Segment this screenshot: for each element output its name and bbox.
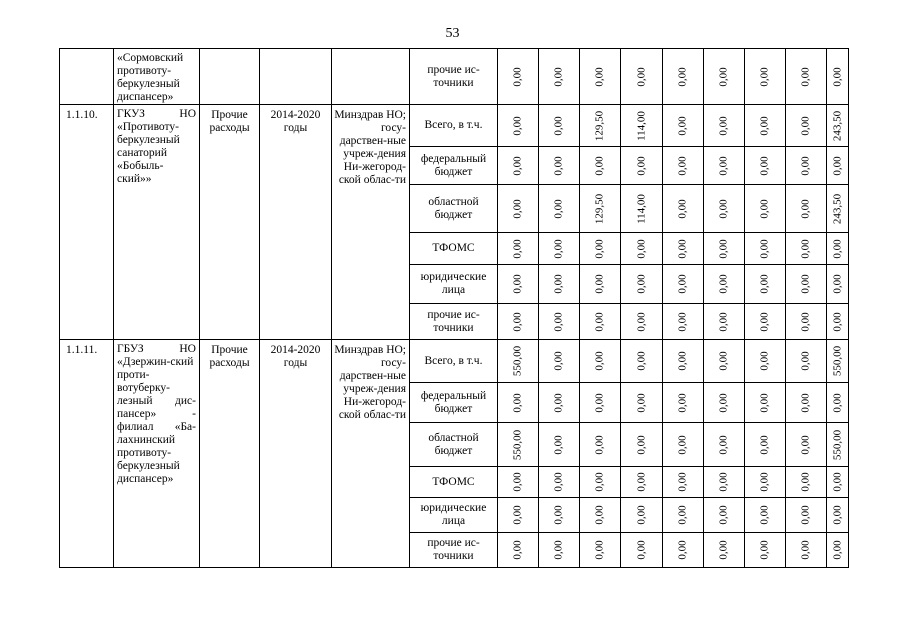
amount-cell xyxy=(539,498,580,533)
amount-cell xyxy=(786,467,827,498)
amount-cell xyxy=(498,533,539,568)
amount-value: 0,00 xyxy=(552,392,565,413)
amount-cell xyxy=(580,533,621,568)
amount-value: 0,00 xyxy=(799,311,812,332)
amount-value: 0,00 xyxy=(758,115,771,136)
amount-cell xyxy=(786,147,827,185)
amount-value: 550,00 xyxy=(511,429,524,460)
amount-cell xyxy=(704,467,745,498)
amount-value: 0,00 xyxy=(593,472,606,492)
amount-cell xyxy=(704,383,745,423)
amount-cell xyxy=(704,185,745,233)
amount-cell xyxy=(580,105,621,147)
amount-value: 0,00 xyxy=(635,238,647,259)
amount-value: 0,00 xyxy=(717,155,730,176)
amount-cell xyxy=(704,105,745,147)
amount-cell xyxy=(663,467,704,498)
amount-cell xyxy=(827,340,849,383)
amount-value: 0,00 xyxy=(799,238,812,259)
amount-cell xyxy=(786,105,827,147)
expense-type: Прочие расходы xyxy=(200,340,260,568)
amount-cell xyxy=(745,147,786,185)
amount-value: 0,00 xyxy=(831,505,843,525)
amount-cell xyxy=(786,265,827,304)
amount-cell xyxy=(745,49,786,105)
amount-value: 0,00 xyxy=(831,238,843,259)
implementation-period xyxy=(260,49,332,105)
amount-value: 0,00 xyxy=(717,392,730,413)
amount-cell xyxy=(663,340,704,383)
funding-source: юридические лица xyxy=(410,498,498,533)
amount-cell xyxy=(498,147,539,185)
amount-value: 0,00 xyxy=(676,274,689,294)
amount-value: 0,00 xyxy=(552,505,565,525)
amount-value: 0,00 xyxy=(552,434,565,455)
amount-value: 0,00 xyxy=(635,472,647,492)
amount-cell xyxy=(621,185,663,233)
amount-cell xyxy=(663,265,704,304)
amount-value: 0,00 xyxy=(717,311,730,332)
amount-value: 0,00 xyxy=(799,155,812,176)
amount-cell xyxy=(539,467,580,498)
amount-value: 129,50 xyxy=(593,193,606,224)
funding-source: Всего, в т.ч. xyxy=(410,340,498,383)
amount-value: 0,00 xyxy=(511,392,524,413)
amount-cell xyxy=(663,304,704,340)
amount-value: 0,00 xyxy=(717,66,730,87)
amount-cell xyxy=(580,340,621,383)
funding-source: юридические лица xyxy=(410,265,498,304)
amount-cell xyxy=(827,423,849,467)
amount-cell xyxy=(580,498,621,533)
amount-value: 0,00 xyxy=(758,392,771,413)
amount-value: 550,00 xyxy=(831,429,843,460)
amount-cell xyxy=(621,105,663,147)
amount-value: 0,00 xyxy=(552,540,565,560)
amount-value: 243,50 xyxy=(831,110,843,141)
institution-name: ГКУЗ НО «Противоту-беркулезный санаторий «Бобыль-ский»» xyxy=(114,105,200,340)
amount-value: 0,00 xyxy=(676,505,689,525)
amount-cell xyxy=(539,185,580,233)
page-number: 53 xyxy=(445,26,460,41)
item-number: 1.1.11. xyxy=(60,340,114,568)
amount-cell xyxy=(704,233,745,265)
amount-value: 0,00 xyxy=(717,351,730,371)
amount-cell xyxy=(745,498,786,533)
amount-cell xyxy=(539,340,580,383)
amount-value: 0,00 xyxy=(593,311,606,332)
funding-source: ТФОМС xyxy=(410,467,498,498)
amount-cell xyxy=(539,147,580,185)
amount-cell xyxy=(580,185,621,233)
amount-cell xyxy=(827,533,849,568)
funding-source: федеральный бюджет xyxy=(410,147,498,185)
table-row xyxy=(60,340,849,383)
amount-value: 0,00 xyxy=(593,238,606,259)
funding-source: областной бюджет xyxy=(410,423,498,467)
amount-cell xyxy=(827,383,849,423)
amount-cell xyxy=(539,105,580,147)
amount-cell xyxy=(745,383,786,423)
amount-value: 0,00 xyxy=(758,274,771,294)
amount-cell xyxy=(827,233,849,265)
amount-cell xyxy=(827,265,849,304)
amount-value: 0,00 xyxy=(799,505,812,525)
amount-cell xyxy=(704,265,745,304)
amount-value: 114,00 xyxy=(635,193,647,224)
amount-value: 0,00 xyxy=(758,66,771,87)
amount-value: 0,00 xyxy=(676,434,689,455)
amount-cell xyxy=(539,533,580,568)
amount-value: 0,00 xyxy=(593,351,606,371)
amount-value: 0,00 xyxy=(511,238,524,259)
amount-cell xyxy=(827,467,849,498)
amount-cell xyxy=(498,304,539,340)
amount-value: 0,00 xyxy=(799,392,812,413)
amount-cell xyxy=(786,383,827,423)
amount-cell xyxy=(498,340,539,383)
amount-cell xyxy=(827,49,849,105)
amount-value: 0,00 xyxy=(717,198,730,219)
amount-value: 0,00 xyxy=(635,540,647,560)
amount-value: 0,00 xyxy=(593,392,606,413)
amount-cell xyxy=(498,185,539,233)
amount-cell xyxy=(621,304,663,340)
amount-value: 0,00 xyxy=(799,198,812,219)
amount-cell xyxy=(827,304,849,340)
amount-cell xyxy=(498,233,539,265)
amount-value: 0,00 xyxy=(552,311,565,332)
amount-cell xyxy=(745,265,786,304)
amount-value: 0,00 xyxy=(552,351,565,371)
amount-value: 0,00 xyxy=(511,472,524,492)
amount-cell xyxy=(539,233,580,265)
amount-cell xyxy=(704,423,745,467)
amount-value: 0,00 xyxy=(799,434,812,455)
amount-cell xyxy=(663,105,704,147)
amount-cell xyxy=(580,49,621,105)
implementation-period: 2014-2020 годы xyxy=(260,105,332,340)
amount-value: 0,00 xyxy=(831,66,843,87)
item-number xyxy=(60,49,114,105)
amount-value: 114,00 xyxy=(635,110,647,141)
amount-value: 0,00 xyxy=(593,66,606,87)
amount-cell xyxy=(704,304,745,340)
amount-cell xyxy=(580,304,621,340)
amount-value: 0,00 xyxy=(717,274,730,294)
amount-cell xyxy=(663,498,704,533)
amount-cell xyxy=(498,467,539,498)
amount-cell xyxy=(580,147,621,185)
amount-cell xyxy=(580,423,621,467)
amount-value: 0,00 xyxy=(799,274,812,294)
funding-source: федеральный бюджет xyxy=(410,383,498,423)
amount-cell xyxy=(539,265,580,304)
amount-value: 0,00 xyxy=(511,155,524,176)
amount-value: 0,00 xyxy=(717,472,730,492)
amount-value: 0,00 xyxy=(799,351,812,371)
amount-cell xyxy=(621,533,663,568)
amount-value: 0,00 xyxy=(635,434,647,455)
amount-cell xyxy=(621,498,663,533)
institution-name: «Сормовский противоту-беркулезный диспансер» xyxy=(114,49,200,105)
amount-cell xyxy=(704,533,745,568)
amount-cell xyxy=(827,105,849,147)
amount-cell xyxy=(539,49,580,105)
amount-value: 550,00 xyxy=(831,345,843,377)
amount-value: 0,00 xyxy=(831,155,843,176)
funding-source: прочие ис- точники xyxy=(410,49,498,105)
amount-value: 0,00 xyxy=(758,311,771,332)
amount-cell xyxy=(745,105,786,147)
amount-cell xyxy=(539,304,580,340)
amount-cell xyxy=(663,383,704,423)
amount-cell xyxy=(621,383,663,423)
amount-value: 0,00 xyxy=(799,66,812,87)
amount-value: 0,00 xyxy=(511,311,524,332)
amount-cell xyxy=(621,233,663,265)
amount-value: 0,00 xyxy=(635,311,647,332)
amount-cell xyxy=(704,340,745,383)
amount-cell xyxy=(786,498,827,533)
amount-value: 0,00 xyxy=(799,472,812,492)
amount-cell xyxy=(498,423,539,467)
amount-cell xyxy=(580,265,621,304)
amount-cell xyxy=(786,423,827,467)
amount-value: 0,00 xyxy=(552,472,565,492)
amount-cell xyxy=(745,185,786,233)
amount-cell xyxy=(663,185,704,233)
amount-value: 0,00 xyxy=(552,115,565,136)
amount-cell xyxy=(621,423,663,467)
amount-value: 0,00 xyxy=(635,505,647,525)
amount-value: 0,00 xyxy=(758,351,771,371)
amount-value: 0,00 xyxy=(593,505,606,525)
executor: Минздрав НО; госу-дарствен-ные учреж-дения Ни-жегород-ской облас-ти xyxy=(332,105,410,340)
expense-type xyxy=(200,49,260,105)
executor: Минздрав НО; госу-дарствен-ные учреж-дения Ни-жегород-ской облас-ти xyxy=(332,340,410,568)
funding-source: прочие ис- точники xyxy=(410,304,498,340)
amount-cell xyxy=(827,498,849,533)
amount-value: 129,50 xyxy=(593,110,606,141)
amount-value: 0,00 xyxy=(552,198,565,219)
amount-cell xyxy=(498,265,539,304)
amount-value: 0,00 xyxy=(676,311,689,332)
amount-cell xyxy=(498,105,539,147)
amount-cell xyxy=(539,383,580,423)
amount-value: 0,00 xyxy=(717,434,730,455)
amount-cell xyxy=(704,49,745,105)
amount-cell xyxy=(786,233,827,265)
amount-value: 0,00 xyxy=(511,274,524,294)
amount-cell xyxy=(786,49,827,105)
amount-cell xyxy=(827,147,849,185)
amount-cell xyxy=(663,233,704,265)
amount-cell xyxy=(621,147,663,185)
amount-value: 243,50 xyxy=(831,193,843,224)
amount-value: 0,00 xyxy=(831,274,843,294)
executor xyxy=(332,49,410,105)
amount-cell xyxy=(663,423,704,467)
amount-cell xyxy=(745,533,786,568)
amount-value: 0,00 xyxy=(593,274,606,294)
amount-cell xyxy=(498,383,539,423)
amount-value: 0,00 xyxy=(676,540,689,560)
amount-cell xyxy=(498,498,539,533)
amount-cell xyxy=(663,147,704,185)
amount-value: 0,00 xyxy=(676,238,689,259)
budget-table xyxy=(59,48,849,568)
amount-value: 0,00 xyxy=(635,274,647,294)
amount-value: 0,00 xyxy=(831,311,843,332)
amount-value: 0,00 xyxy=(717,540,730,560)
amount-value: 0,00 xyxy=(676,351,689,371)
expense-type: Прочие расходы xyxy=(200,105,260,340)
amount-cell xyxy=(621,340,663,383)
amount-value: 0,00 xyxy=(635,351,647,371)
amount-cell xyxy=(745,467,786,498)
amount-cell xyxy=(621,49,663,105)
amount-cell xyxy=(580,383,621,423)
institution-name: ГБУЗ НО «Дзержин-ский проти-вотуберку-лезный дис-пансер» - филиал «Ба-лахнинский противоту-беркулезный диспансер» xyxy=(114,340,200,568)
item-number: 1.1.10. xyxy=(60,105,114,340)
amount-cell xyxy=(786,185,827,233)
amount-cell xyxy=(827,185,849,233)
amount-value: 0,00 xyxy=(635,66,647,87)
amount-value: 0,00 xyxy=(511,115,524,136)
funding-source: областной бюджет xyxy=(410,185,498,233)
amount-cell xyxy=(498,49,539,105)
amount-value: 0,00 xyxy=(676,472,689,492)
amount-cell xyxy=(745,304,786,340)
amount-value: 0,00 xyxy=(758,434,771,455)
amount-value: 0,00 xyxy=(799,540,812,560)
amount-cell xyxy=(786,304,827,340)
amount-cell xyxy=(621,467,663,498)
funding-source: прочие ис- точники xyxy=(410,533,498,568)
amount-value: 0,00 xyxy=(593,155,606,176)
amount-cell xyxy=(704,498,745,533)
amount-cell xyxy=(745,423,786,467)
amount-value: 0,00 xyxy=(758,198,771,219)
amount-cell xyxy=(786,340,827,383)
amount-value: 0,00 xyxy=(676,115,689,136)
amount-value: 0,00 xyxy=(831,472,843,492)
amount-value: 0,00 xyxy=(511,540,524,560)
amount-cell xyxy=(580,233,621,265)
amount-value: 0,00 xyxy=(758,472,771,492)
amount-value: 0,00 xyxy=(758,540,771,560)
amount-value: 0,00 xyxy=(552,66,565,87)
table-row xyxy=(60,105,849,147)
amount-value: 0,00 xyxy=(511,66,524,87)
table-body xyxy=(60,49,849,568)
amount-cell xyxy=(745,340,786,383)
amount-cell xyxy=(704,147,745,185)
amount-cell xyxy=(786,533,827,568)
amount-cell xyxy=(663,49,704,105)
amount-value: 0,00 xyxy=(717,115,730,136)
amount-cell xyxy=(745,233,786,265)
amount-value: 0,00 xyxy=(552,155,565,176)
amount-value: 0,00 xyxy=(676,66,689,87)
amount-value: 0,00 xyxy=(511,198,524,219)
table-row xyxy=(60,49,849,105)
amount-cell xyxy=(539,423,580,467)
amount-cell xyxy=(580,467,621,498)
amount-value: 0,00 xyxy=(717,238,730,259)
amount-value: 0,00 xyxy=(635,155,647,176)
funding-source: Всего, в т.ч. xyxy=(410,105,498,147)
amount-value: 0,00 xyxy=(593,540,606,560)
amount-value: 0,00 xyxy=(635,392,647,413)
amount-value: 0,00 xyxy=(799,115,812,136)
amount-value: 0,00 xyxy=(676,392,689,413)
amount-value: 0,00 xyxy=(593,434,606,455)
amount-value: 0,00 xyxy=(552,238,565,259)
amount-value: 0,00 xyxy=(676,198,689,219)
amount-value: 0,00 xyxy=(831,540,843,560)
amount-value: 0,00 xyxy=(831,392,843,413)
amount-cell xyxy=(663,533,704,568)
amount-value: 0,00 xyxy=(676,155,689,176)
amount-value: 0,00 xyxy=(552,274,565,294)
funding-source: ТФОМС xyxy=(410,233,498,265)
amount-value: 0,00 xyxy=(511,505,524,525)
amount-value: 0,00 xyxy=(758,505,771,525)
amount-value: 0,00 xyxy=(758,155,771,176)
amount-value: 0,00 xyxy=(717,505,730,525)
amount-value: 0,00 xyxy=(758,238,771,259)
implementation-period: 2014-2020 годы xyxy=(260,340,332,568)
amount-value: 550,00 xyxy=(511,345,524,377)
amount-cell xyxy=(621,265,663,304)
